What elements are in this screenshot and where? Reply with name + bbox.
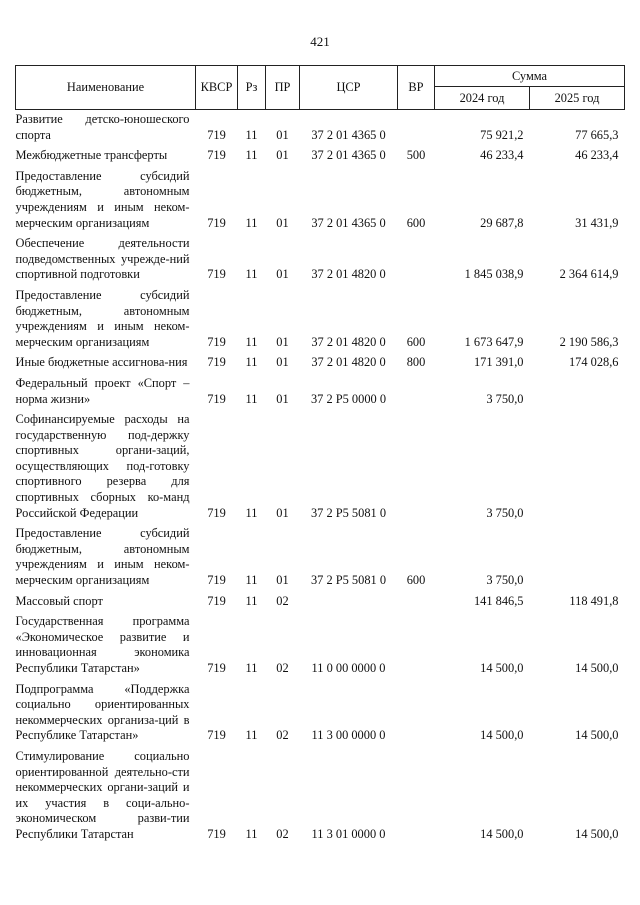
header-rz: Рз <box>238 66 266 110</box>
row-kvsr: 719 <box>207 215 226 230</box>
row-sum-2025: 14 500,0 <box>575 661 619 675</box>
row-kvsr: 719 <box>207 267 226 282</box>
row-vr <box>398 589 435 610</box>
row-name: Предоставление субсидий бюджетным, автономным учреждениям и иным неком-мерческим организациям <box>15 526 190 588</box>
row-rz: 11 <box>245 355 258 370</box>
row-sum-2025: 118 491,8 <box>569 593 619 608</box>
row-csr: 37 2 01 4365 0 <box>311 127 386 142</box>
row-pr: 01 <box>276 267 289 282</box>
row-name: Массовый спорт <box>15 593 103 608</box>
row-sum-2025: 174 028,6 <box>568 355 619 370</box>
table-row <box>16 677 625 744</box>
row-pr: 01 <box>276 573 289 588</box>
row-rz: 11 <box>245 593 258 608</box>
row-csr: 37 2 P5 5081 0 <box>310 505 387 520</box>
table-row <box>16 110 625 144</box>
row-kvsr: 719 <box>207 661 226 675</box>
row-csr: 37 2 P5 5081 0 <box>310 573 387 588</box>
row-csr: 37 2 01 4365 0 <box>311 148 386 163</box>
row-sum-2025: 31 431,9 <box>575 215 619 230</box>
row-name: Межбюджетные трансферты <box>15 148 168 163</box>
row-name: Подпрограмма «Поддержка социально ориентированных некоммерческих организа-ций в Республике Татарстан» <box>15 681 190 743</box>
row-kvsr: 719 <box>207 355 226 370</box>
table-row <box>16 283 625 350</box>
row-sum-2024: 14 500,0 <box>480 661 524 675</box>
table-header <box>16 66 625 110</box>
row-vr <box>398 110 435 144</box>
row-sum-2024: 29 687,8 <box>480 215 524 230</box>
header-pr: ПР <box>266 66 300 110</box>
row-pr: 01 <box>276 127 289 142</box>
row-sum-2025: 77 665,3 <box>575 127 619 142</box>
row-rz: 11 <box>245 573 258 588</box>
row-kvsr: 719 <box>207 593 226 608</box>
row-vr: 800 <box>406 355 426 370</box>
row-vr <box>398 231 435 283</box>
row-kvsr: 719 <box>207 148 226 163</box>
table-row <box>16 589 625 610</box>
row-csr: 11 0 00 0000 0 <box>311 661 386 675</box>
row-sum-2025: 14 500,0 <box>575 826 619 841</box>
row-vr: 600 <box>406 334 426 349</box>
row-pr: 02 <box>276 826 289 841</box>
row-csr: 11 3 01 0000 0 <box>311 826 386 841</box>
header-name: Наименование <box>16 66 196 110</box>
row-sum-2025: 14 500,0 <box>575 728 619 743</box>
row-csr: 37 2 01 4820 0 <box>311 334 386 349</box>
row-rz: 11 <box>245 148 258 163</box>
row-name: Государственная программа «Экономическое развитие и инновационная экономика Республики Татарстан» <box>15 614 190 675</box>
table-row <box>16 231 625 283</box>
header-year-2024: 2024 год <box>435 87 530 110</box>
row-sum-2024: 14 500,0 <box>480 826 524 841</box>
row-pr: 01 <box>276 148 289 163</box>
table-row <box>16 521 625 588</box>
row-pr: 01 <box>276 505 289 520</box>
row-kvsr: 719 <box>207 391 226 406</box>
row-name: Стимулирование социально ориентированной деятельно-сти некоммерческих органи-заций и их участия в соци-ально-экономическом разви-тии Республики Татарстан <box>15 748 190 841</box>
table-row <box>16 609 625 676</box>
row-sum-2024: 46 233,4 <box>480 148 524 163</box>
row-sum-2024: 1 673 647,9 <box>464 334 524 349</box>
row-kvsr: 719 <box>207 505 226 520</box>
row-rz: 11 <box>245 661 258 675</box>
row-vr <box>398 744 435 843</box>
row-pr: 02 <box>276 728 289 743</box>
row-sum-2025: 46 233,4 <box>575 148 619 163</box>
row-csr: 37 2 01 4820 0 <box>311 267 386 282</box>
row-csr: 37 2 01 4365 0 <box>311 215 386 230</box>
table-body <box>16 110 625 843</box>
row-sum-2024: 14 500,0 <box>480 728 524 743</box>
row-kvsr: 719 <box>207 728 226 743</box>
row-csr: 37 2 P5 0000 0 <box>310 391 387 406</box>
row-sum-2025 <box>530 521 625 588</box>
row-pr: 02 <box>276 593 289 608</box>
row-rz: 11 <box>245 215 258 230</box>
row-sum-2024: 75 921,2 <box>480 127 524 142</box>
row-csr: 11 3 00 0000 0 <box>311 728 386 743</box>
table-row <box>16 744 625 843</box>
row-sum-2024: 3 750,0 <box>486 505 524 520</box>
row-name: Федеральный проект «Спорт – норма жизни» <box>15 375 190 406</box>
header-kvsr: КВСР <box>196 66 238 110</box>
row-sum-2025: 2 190 586,3 <box>559 334 619 349</box>
row-name: Иные бюджетные ассигнова-ния <box>15 355 188 370</box>
row-rz: 11 <box>245 127 258 142</box>
row-rz: 11 <box>245 826 258 841</box>
row-sum-2025 <box>530 371 625 407</box>
row-pr: 01 <box>276 391 289 406</box>
table-row <box>16 164 625 231</box>
row-rz: 11 <box>245 267 258 282</box>
row-name: Предоставление субсидий бюджетным, автономным учреждениям и иным неком-мерческим организациям <box>15 168 190 230</box>
row-name: Предоставление субсидий бюджетным, автономным учреждениям и иным неком-мерческим организациям <box>15 287 190 349</box>
row-kvsr: 719 <box>207 826 226 841</box>
row-vr: 600 <box>406 215 426 230</box>
row-sum-2025 <box>530 407 625 521</box>
row-vr <box>398 677 435 744</box>
header-year-2025: 2025 год <box>530 87 625 110</box>
row-kvsr: 719 <box>207 334 226 349</box>
row-pr: 02 <box>276 661 289 675</box>
row-pr: 01 <box>276 355 289 370</box>
row-sum-2024: 141 846,5 <box>473 593 524 608</box>
row-sum-2024: 3 750,0 <box>486 573 524 588</box>
row-vr <box>398 609 435 676</box>
row-name: Обеспечение деятельности подведомственных учрежде-ний спортивной подготовки <box>15 236 190 282</box>
header-csr: ЦСР <box>300 66 398 110</box>
row-rz: 11 <box>245 391 258 406</box>
row-vr <box>398 407 435 521</box>
row-csr <box>300 589 398 610</box>
row-vr: 600 <box>406 573 426 588</box>
row-kvsr: 719 <box>207 573 226 588</box>
row-sum-2024: 1 845 038,9 <box>464 267 524 282</box>
row-sum-2024: 3 750,0 <box>486 391 524 406</box>
row-sum-2025: 2 364 614,9 <box>559 267 619 282</box>
row-pr: 01 <box>276 334 289 349</box>
table-row <box>16 407 625 521</box>
header-sum: Сумма <box>435 66 625 87</box>
page-number: 421 <box>310 34 330 49</box>
header-vr: ВР <box>398 66 435 110</box>
row-rz: 11 <box>245 505 258 520</box>
table-row <box>16 143 625 164</box>
row-csr: 37 2 01 4820 0 <box>311 355 386 370</box>
table-row <box>16 371 625 407</box>
row-pr: 01 <box>276 215 289 230</box>
row-vr: 500 <box>406 148 426 163</box>
budget-table <box>15 65 625 843</box>
row-name: Софинансируемые расходы на государственную под-держку спортивных органи-заций, осуществляющих под-готовку спортивного резерва для спортивных сборных ко-манд Российской Федерации <box>15 412 190 520</box>
row-rz: 11 <box>245 334 258 349</box>
table-row <box>16 350 625 371</box>
row-name: Развитие детско-юношеского спорта <box>15 112 190 142</box>
row-vr <box>398 371 435 407</box>
row-sum-2024: 171 391,0 <box>473 355 524 370</box>
row-kvsr: 719 <box>207 127 226 142</box>
row-rz: 11 <box>245 728 258 743</box>
